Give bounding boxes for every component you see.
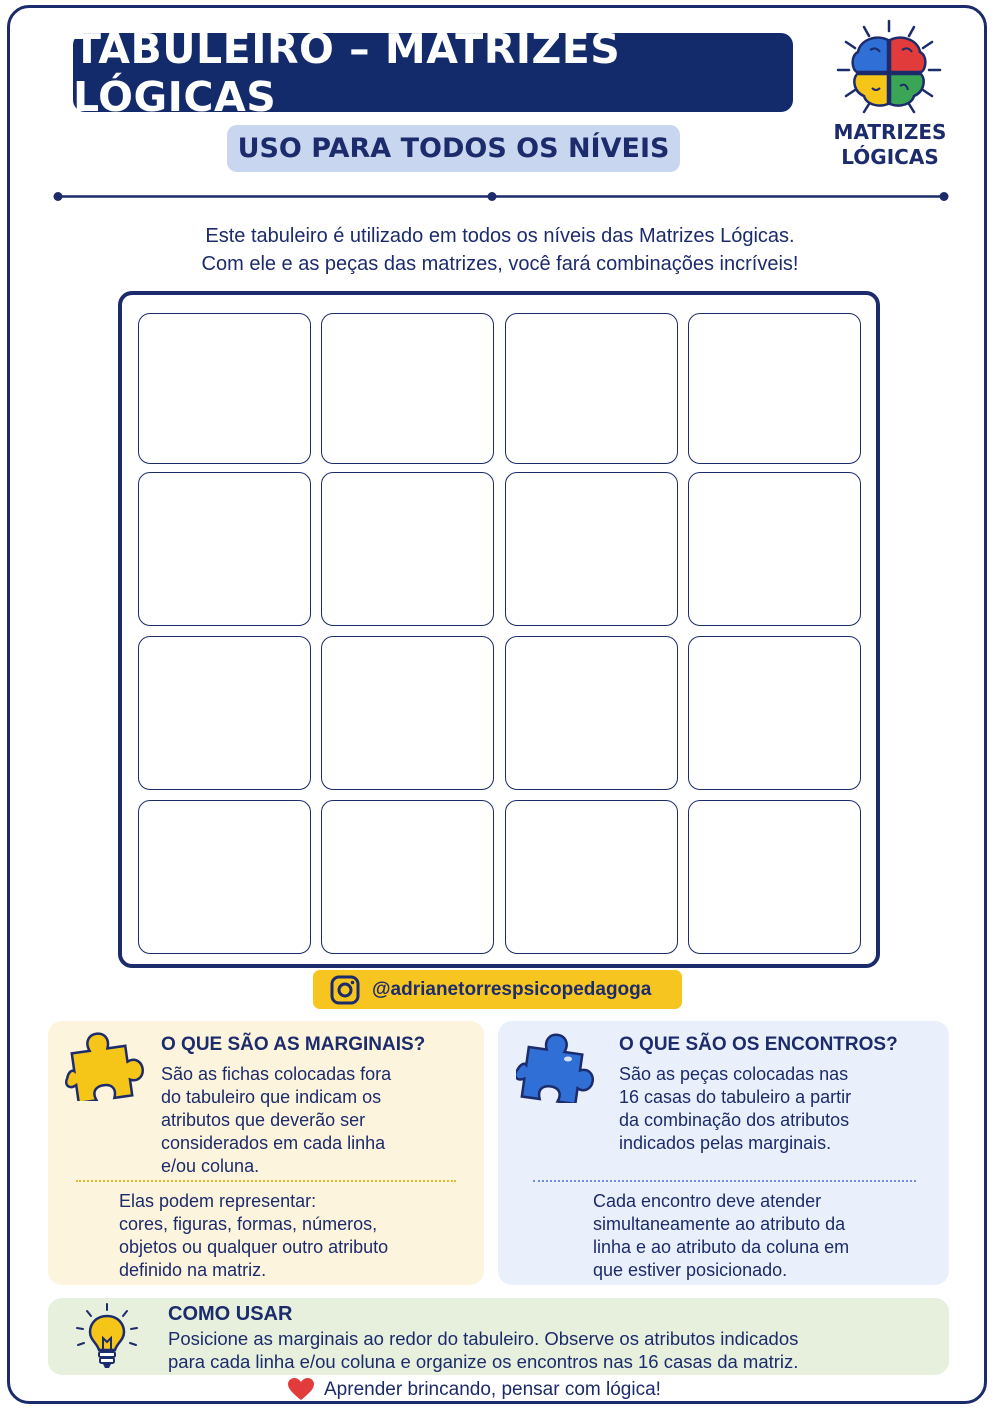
board-cell-r3-c3 [505, 636, 678, 790]
marginais-extra-line: Elas podem representar: [119, 1191, 317, 1211]
encontros-extra-line: que estiver posicionado. [593, 1260, 788, 1280]
marginais-line: e/ou coluna. [161, 1156, 260, 1176]
marginais-extra-line: objetos ou qualquer outro atributo [119, 1237, 389, 1257]
como-usar-title: COMO USAR [168, 1303, 293, 1325]
board-cell-r4-c3 [505, 800, 678, 954]
footer-text: Aprender brincando, pensar com lógica! [324, 1378, 661, 1400]
intro-line-2: Com ele e as peças das matrizes, você fará combinações incríveis! [201, 253, 799, 275]
instagram-icon [330, 975, 360, 1005]
heart-icon [288, 1378, 314, 1401]
title-banner [73, 24, 793, 121]
encontros-line: da combinação dos atributos [619, 1110, 850, 1130]
board-cell-r1-c1 [138, 313, 311, 464]
board-cell-r4-c4 [688, 800, 861, 954]
board-cell-r1-c2 [321, 313, 494, 464]
como-usar-line-2: para cada linha e/ou coluna e organize os encontros nas 16 casas da matriz. [168, 1351, 799, 1372]
board-cell-r1-c3 [505, 313, 678, 464]
marginais-title: O QUE SÃO AS MARGINAIS? [161, 1034, 426, 1055]
board-cell-r2-c4 [688, 472, 861, 626]
logo-text [822, 120, 958, 170]
board-cell-r3-c1 [138, 636, 311, 790]
encontros-line: São as peças colocadas nas [619, 1064, 849, 1084]
como-usar-text [168, 1327, 798, 1373]
encontros-extra [593, 1190, 849, 1282]
marginais-line: considerados em cada linha [161, 1133, 386, 1153]
intro-text [100, 222, 900, 278]
instagram-handle: @adrianetorrespsicopedagoga [372, 978, 652, 1000]
logo-line-2: LÓGICAS [841, 145, 939, 169]
marginais-extra-line: cores, figuras, formas, números, [119, 1214, 378, 1234]
marginais-line: São as fichas colocadas fora [161, 1064, 392, 1084]
page-subtitle: USO PARA TODOS OS NÍVEIS [237, 133, 670, 164]
board-cell-r3-c4 [688, 636, 861, 790]
encontros-card [498, 1021, 949, 1285]
encontros-divider [533, 1180, 916, 1182]
board-cell-r2-c3 [505, 472, 678, 626]
encontros-extra-line: linha e ao atributo da coluna em [593, 1237, 850, 1257]
intro-line-1: Este tabuleiro é utilizado em todos os níveis das Matrizes Lógicas. [205, 225, 795, 247]
marginais-card [48, 1021, 484, 1285]
board-cell-r4-c1 [138, 800, 311, 954]
marginais-description [161, 1063, 391, 1178]
board-cell-r2-c1 [138, 472, 311, 626]
logo-line-1: MATRIZES [833, 120, 947, 144]
board-cell-r4-c2 [321, 800, 494, 954]
board-cell-r2-c2 [321, 472, 494, 626]
puzzle-piece-blue-icon [516, 1029, 596, 1103]
encontros-description [619, 1063, 851, 1155]
marginais-extra-line: definido na matriz. [119, 1260, 267, 1280]
page-title: TABULEIRO – MATRIZES LÓGICAS [73, 24, 621, 121]
board-cell-r1-c4 [688, 313, 861, 464]
board-cell-r3-c2 [321, 636, 494, 790]
marginais-line: atributos que deverão ser [161, 1110, 366, 1130]
como-usar-line-1: Posicione as marginais ao redor do tabuleiro. Observe os atributos indicados [168, 1328, 799, 1349]
game-board [118, 291, 880, 968]
encontros-extra-line: simultaneamente ao atributo da [593, 1214, 846, 1234]
marginais-extra [119, 1190, 388, 1282]
instagram-badge [313, 970, 682, 1009]
encontros-extra-line: Cada encontro deve atender [593, 1191, 822, 1211]
puzzle-piece-yellow-icon [64, 1027, 144, 1101]
subtitle-badge [227, 125, 680, 172]
marginais-divider [76, 1180, 456, 1182]
marginais-line: do tabuleiro que indicam os [161, 1087, 382, 1107]
encontros-line: indicados pelas marginais. [619, 1133, 832, 1153]
header-divider [56, 195, 946, 198]
lightbulb-icon [72, 1302, 142, 1372]
como-usar-card [48, 1298, 949, 1375]
encontros-title: O QUE SÃO OS ENCONTROS? [619, 1034, 898, 1055]
encontros-line: 16 casas do tabuleiro a partir [619, 1087, 852, 1107]
footer [288, 1378, 661, 1401]
